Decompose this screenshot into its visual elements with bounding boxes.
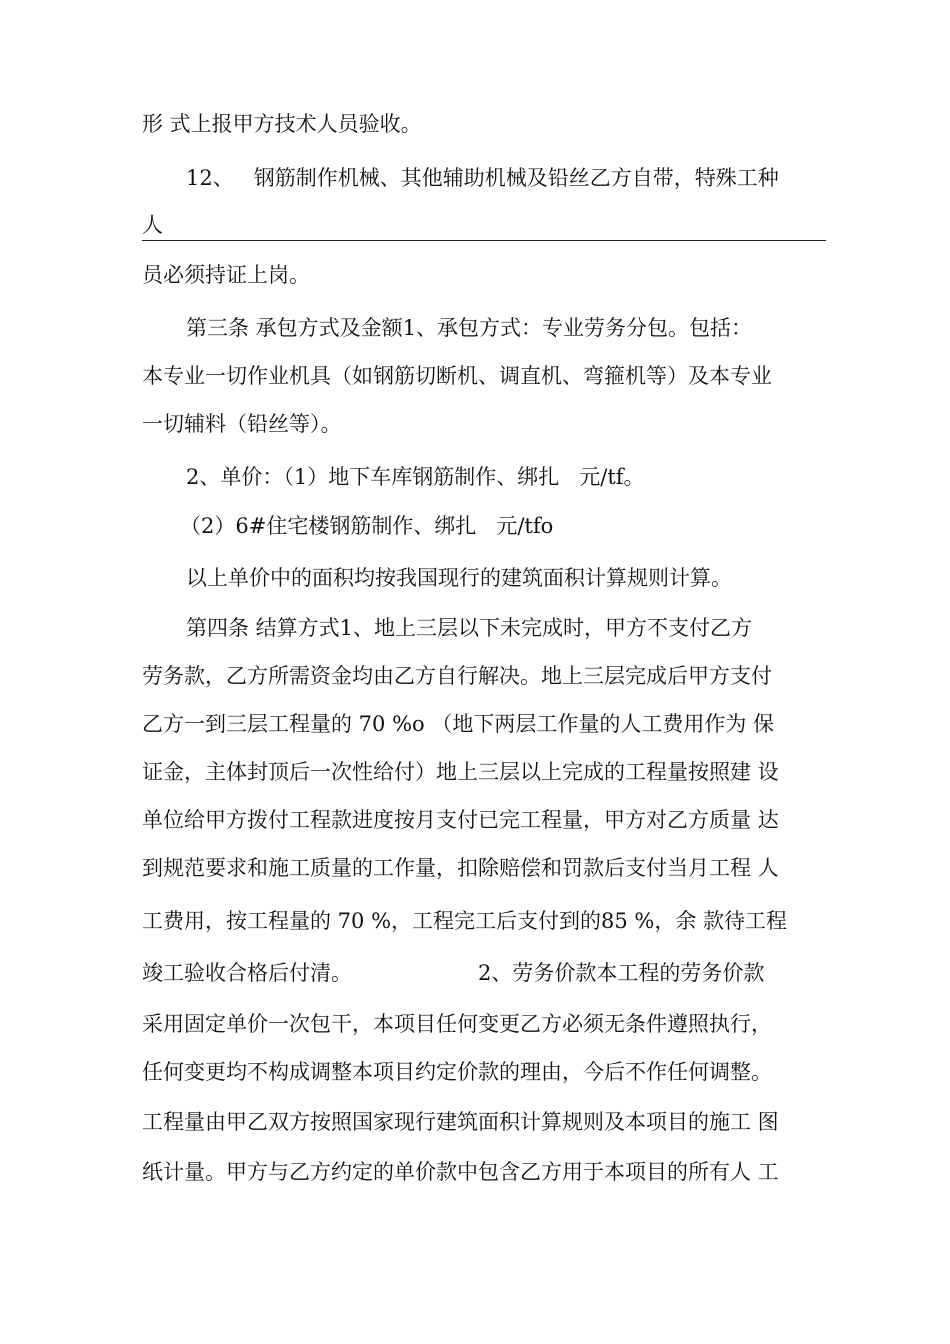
text-line: 纸计量。甲方与乙方约定的单价款中包含乙方用于本项目的所有人 工 xyxy=(142,1160,779,1184)
text-line: 证金，主体封顶后一次性给付）地上三层以上完成的工程量按照建 设 xyxy=(142,760,779,784)
text-line: 本专业一切作业机具（如钢筋切断机、调直机、弯箍机等）及本专业 xyxy=(142,364,772,388)
text-line: 劳务款，乙方所需资金均由乙方自行解决。地上三层完成后甲方支付 xyxy=(142,664,772,688)
text-line: 任何变更均不构成调整本项目约定价款的理由，今后不作任何调整。 xyxy=(142,1060,772,1084)
text-line: （2）6#住宅楼钢筋制作、绑扎 元/tfo xyxy=(180,514,554,538)
text-line: 第四条 结算方式1、地上三层以下未完成时，甲方不支付乙方 xyxy=(186,616,753,640)
text-line: 单位给甲方拨付工程款进度按月支付已完工程量，甲方对乙方质量 达 xyxy=(142,808,779,832)
horizontal-rule xyxy=(142,240,826,241)
text-line: 2、劳务价款本工程的劳务价款 xyxy=(478,961,765,985)
text-line: 以上单价中的面积均按我国现行的建筑面积计算规则计算。 xyxy=(186,566,732,590)
text-line: 一切辅料（铅丝等）。 xyxy=(142,412,342,436)
text-line: 员必须持证上岗。 xyxy=(142,263,310,287)
text-line: 到规范要求和施工质量的工作量，扣除赔偿和罚款后支付当月工程 人 xyxy=(142,856,779,880)
text-line: 采用固定单价一次包干，本项目任何变更乙方必须无条件遵照执行， xyxy=(142,1012,772,1036)
text-line: 工程量由甲乙双方按照国家现行建筑面积计算规则及本项目的施工 图 xyxy=(142,1110,779,1134)
text-line: 人 xyxy=(142,213,163,237)
text-line: 12、 钢筋制作机械、其他辅助机械及铅丝乙方自带，特殊工种 xyxy=(186,166,779,190)
text-line: 第三条 承包方式及金额1、承包方式：专业劳务分包。包括： xyxy=(186,316,753,340)
text-line: 乙方一到三层工程量的 70 %o （地下两层工作量的人工费用作为 保 xyxy=(142,712,775,736)
text-line: 形 式上报甲方技术人员验收。 xyxy=(142,112,422,136)
text-line: 2、单价：（1）地下车库钢筋制作、绑扎 元/tf。 xyxy=(186,465,645,489)
text-line: 工费用，按工程量的 70 %，工程完工后支付到的85 %，余 款待工程 xyxy=(142,909,788,933)
text-line: 竣工验收合格后付清。 xyxy=(142,961,352,985)
